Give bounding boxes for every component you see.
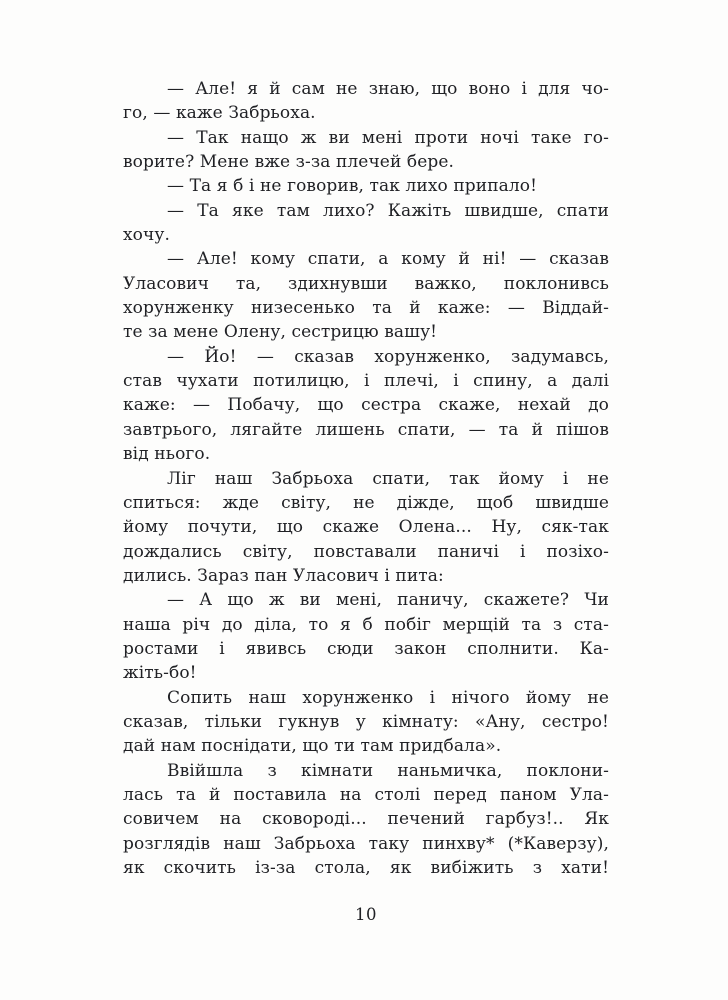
text-line: завтрього, лягайте лишень спати, — та й пішов — [123, 419, 609, 440]
text-line: Ліг наш Забрьоха спати, так йому і не — [167, 468, 609, 489]
text-line: хочу. — [123, 225, 170, 246]
text-line: розглядів наш Забрьоха таку пинхву* (*Каверзу), — [123, 833, 609, 854]
page-number: 10 — [355, 905, 377, 924]
text-line: хорунженку низесенько та й каже: — Віддай- — [123, 298, 609, 319]
text-line: від нього. — [123, 444, 211, 465]
text-line: став чухати потилицю, і плечі, і спину, а далі — [123, 371, 609, 392]
text-line: — Та яке там лихо? Кажіть швидше, спати — [167, 200, 609, 221]
text-line: дились. Зараз пан Уласович і пита: — [123, 565, 444, 586]
text-line: го, — каже Забрьоха. — [123, 103, 316, 124]
text-line: дождались світу, повставали паничі і позіхо- — [123, 541, 609, 562]
text-line: Сопить наш хорунженко і нічого йому не — [167, 687, 609, 708]
text-line: Уласович та, здихнувши важко, поклонивсь — [123, 273, 609, 294]
text-line: — Але! я й сам не знаю, що воно і для чо- — [167, 79, 609, 99]
text-line: — Йо! — сказав хорунженко, задумавсь, — [167, 346, 609, 367]
text-block — [123, 77, 609, 880]
text-line: — Та я б і не говорив, так лихо припало! — [167, 176, 538, 197]
text-line: — Але! кому спати, а кому й ні! — сказав — [167, 249, 609, 270]
text-line: — А що ж ви мені, паничу, скажете? Чи — [167, 590, 609, 611]
text-line: ворите? Мене вже з-за плечей бере. — [123, 152, 455, 173]
text-line: сказав, тільки гукнув у кімнату: «Ану, сестро! — [123, 711, 609, 732]
text-line: совичем на сковороді... печений гарбуз!.. Як — [123, 809, 609, 830]
text-line: жіть-бо! — [123, 663, 197, 684]
text-line: спиться: жде світу, не діжде, щоб швидше — [123, 492, 609, 513]
text-line: Ввійшла з кімнати наньмичка, поклони- — [167, 760, 609, 781]
text-line: як скочить із-за стола, як вибіжить з хати! — [123, 858, 609, 878]
text-line: те за мене Олену, сестрицю вашу! — [123, 322, 438, 343]
text-line: каже: — Побачу, що сестра скаже, нехай до — [123, 395, 609, 416]
text-line: йому почути, що скаже Олена... Ну, сяк-так — [123, 517, 609, 538]
text-line: — Так нащо ж ви мені проти ночі таке го- — [167, 127, 609, 148]
text-line: наша річ до діла, то я б побіг мерщій та з ста- — [123, 614, 609, 635]
text-line: лась та й поставила на столі перед паном Ула- — [123, 784, 609, 805]
text-line: дай нам поснідати, що ти там придбала». — [123, 736, 502, 757]
text-line: ростами і явивсь сюди закон сполнити. Ка- — [123, 638, 609, 659]
